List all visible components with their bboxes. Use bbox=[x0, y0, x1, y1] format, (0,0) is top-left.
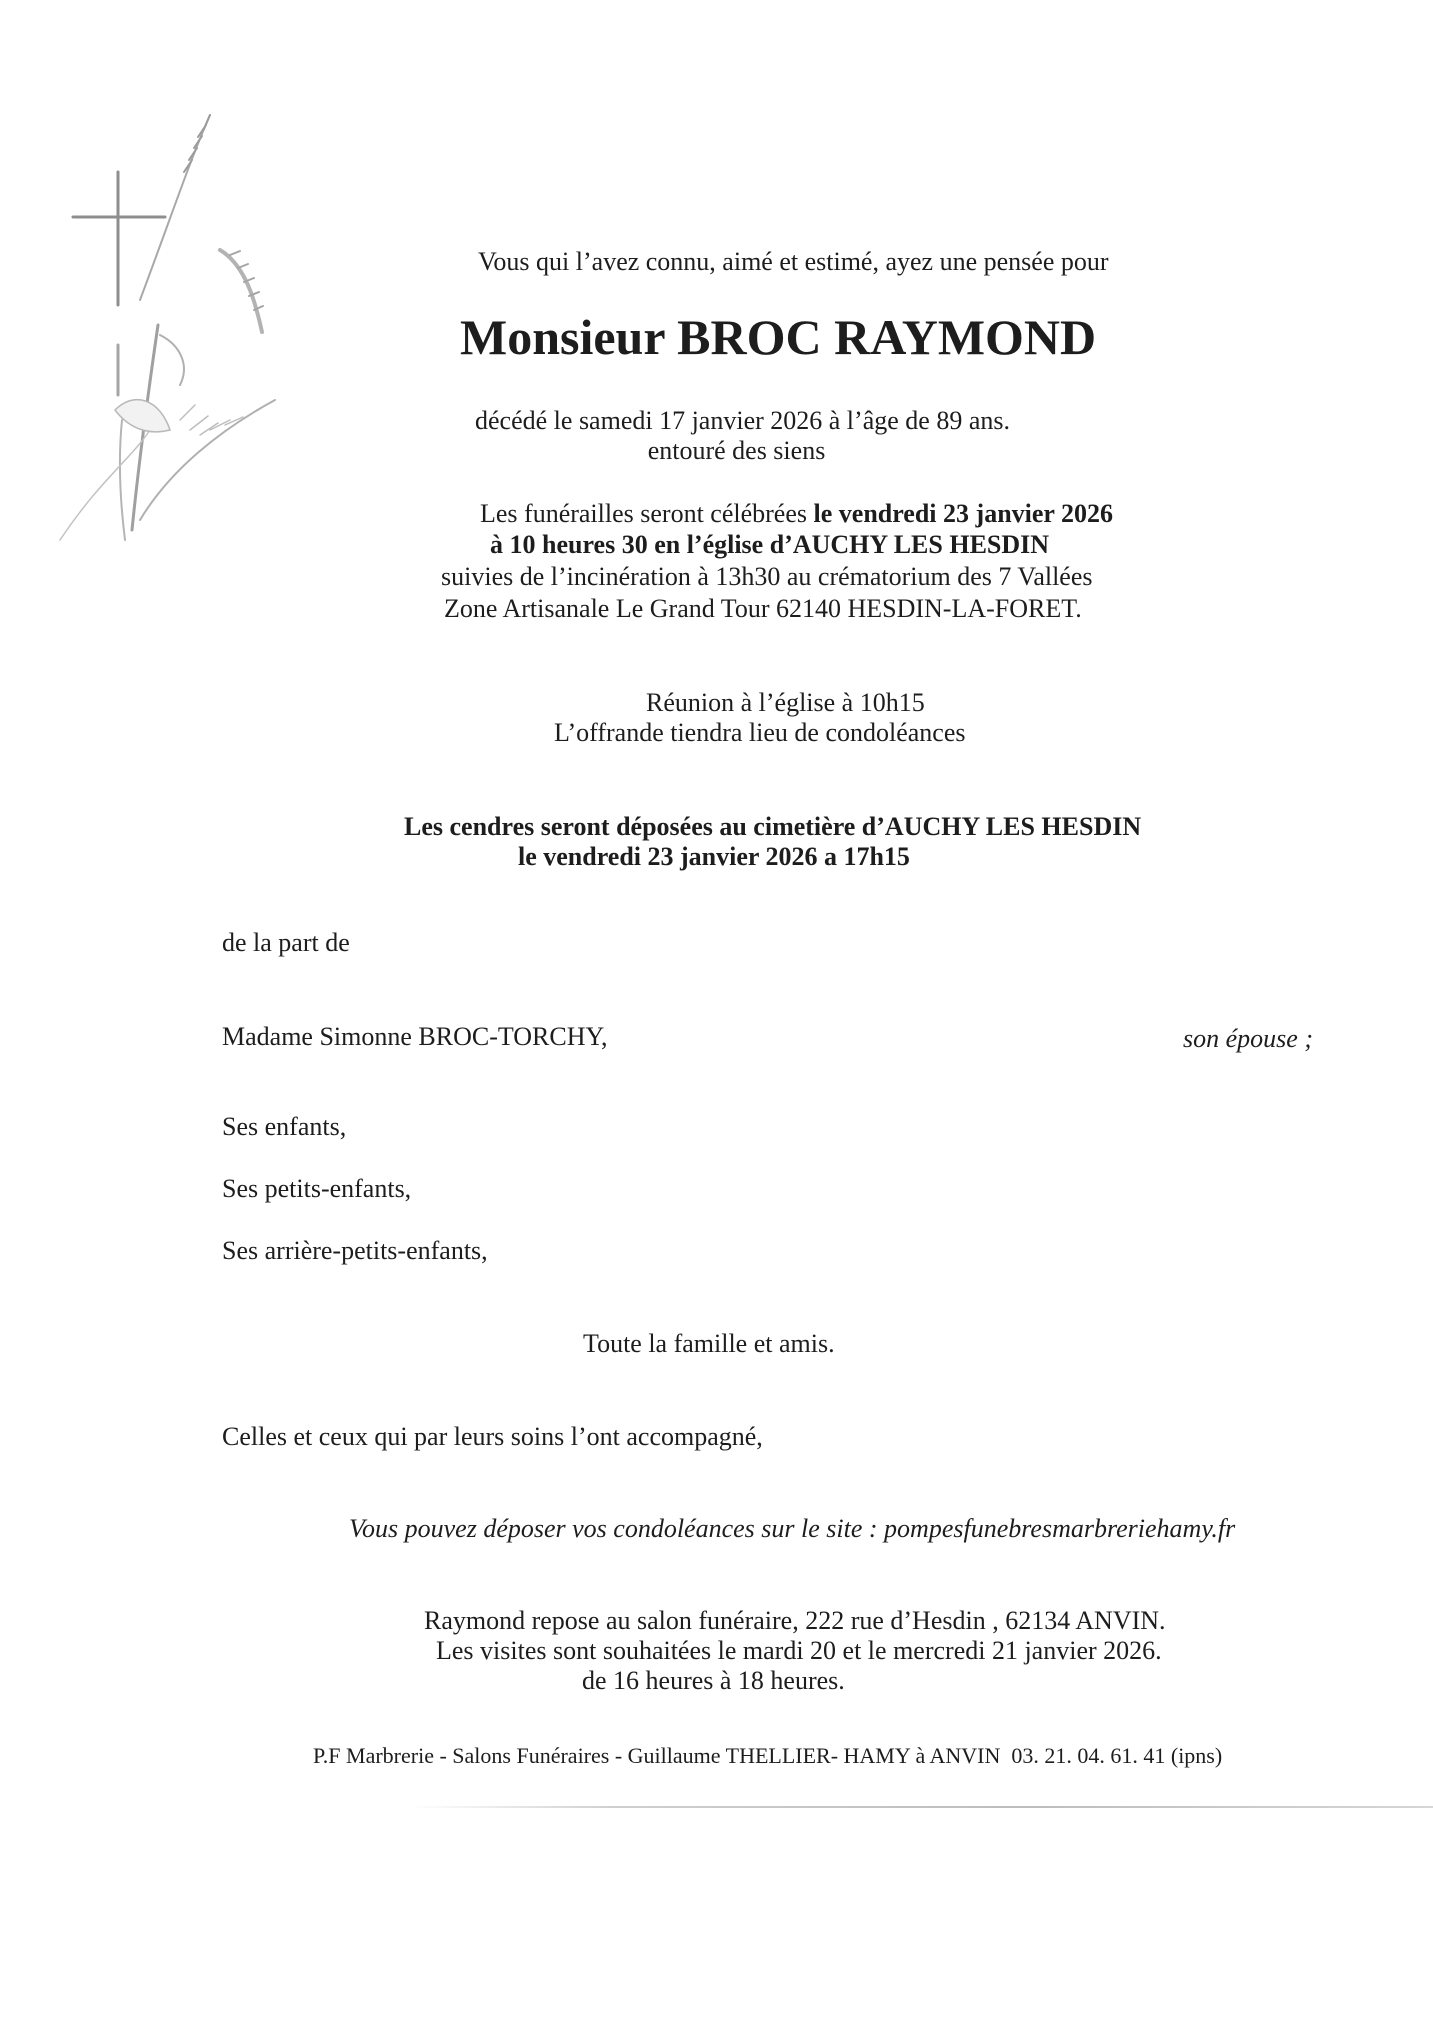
all-family-line: Toute la famille et amis. bbox=[583, 1329, 835, 1358]
deceased-name-title: Monsieur BROC RAYMOND bbox=[460, 309, 1097, 365]
surrounded-line: entouré des siens bbox=[647, 436, 826, 465]
spouse-name: Madame Simonne BROC-TORCHY, bbox=[222, 1022, 608, 1051]
funeral-text: Les funérailles seront célébrées bbox=[480, 499, 814, 528]
crematorium-address: Zone Artisanale Le Grand Tour 62140 HESDIN-LA-FORET. bbox=[444, 594, 1082, 623]
visits-line: Les visites sont souhaitées le mardi 20 et le mercredi 21 janvier 2026. bbox=[436, 1636, 1162, 1665]
family-children: Ses enfants, bbox=[222, 1112, 347, 1141]
from-label: de la part de bbox=[222, 928, 350, 957]
condolences-website-line: Vous pouvez déposer vos condoléances sur le site : pompesfunebresmarbreriehamy.fr bbox=[349, 1514, 1236, 1543]
cremation-line: suivies de l’incinération à 13h30 au crématorium des 7 Vallées bbox=[441, 562, 1093, 591]
funeral-line-1 bbox=[480, 499, 1113, 529]
funeral-home-footer: P.F Marbrerie - Salons Funéraires - Guillaume THELLIER- HAMY à ANVIN 03. 21. 04. 61. 41 (ipns) bbox=[313, 1743, 1223, 1768]
scan-edge-line bbox=[410, 1806, 1433, 1808]
intro-line: Vous qui l’avez connu, aimé et estimé, ayez une pensée pour bbox=[478, 247, 1109, 276]
church-meeting-line: Réunion à l’église à 10h15 bbox=[646, 688, 925, 717]
death-date-line: décédé le samedi 17 janvier 2026 à l’âge de 89 ans. bbox=[475, 406, 1010, 435]
cross-wheat-lily-icon bbox=[40, 100, 280, 560]
spouse-relation: son épouse ; bbox=[1183, 1024, 1313, 1053]
funeral-date: le vendredi 23 janvier 2026 bbox=[813, 499, 1113, 528]
family-great-grandchildren: Ses arrière-petits-enfants, bbox=[222, 1236, 488, 1265]
family-grandchildren: Ses petits-enfants, bbox=[222, 1174, 412, 1203]
visit-hours-line: de 16 heures à 18 heures. bbox=[582, 1666, 845, 1695]
funeral-line-2: à 10 heures 30 en l’église d’AUCHY LES HESDIN bbox=[490, 530, 1050, 559]
caregivers-line: Celles et ceux qui par leurs soins l’ont accompagné, bbox=[222, 1422, 763, 1451]
rest-location-line: Raymond repose au salon funéraire, 222 rue d’Hesdin , 62134 ANVIN. bbox=[424, 1606, 1166, 1635]
ashes-line-1: Les cendres seront déposées au cimetière d’AUCHY LES HESDIN bbox=[404, 812, 1142, 841]
offering-line: L’offrande tiendra lieu de condoléances bbox=[554, 718, 966, 747]
ashes-line-2: le vendredi 23 janvier 2026 a 17h15 bbox=[518, 842, 910, 871]
